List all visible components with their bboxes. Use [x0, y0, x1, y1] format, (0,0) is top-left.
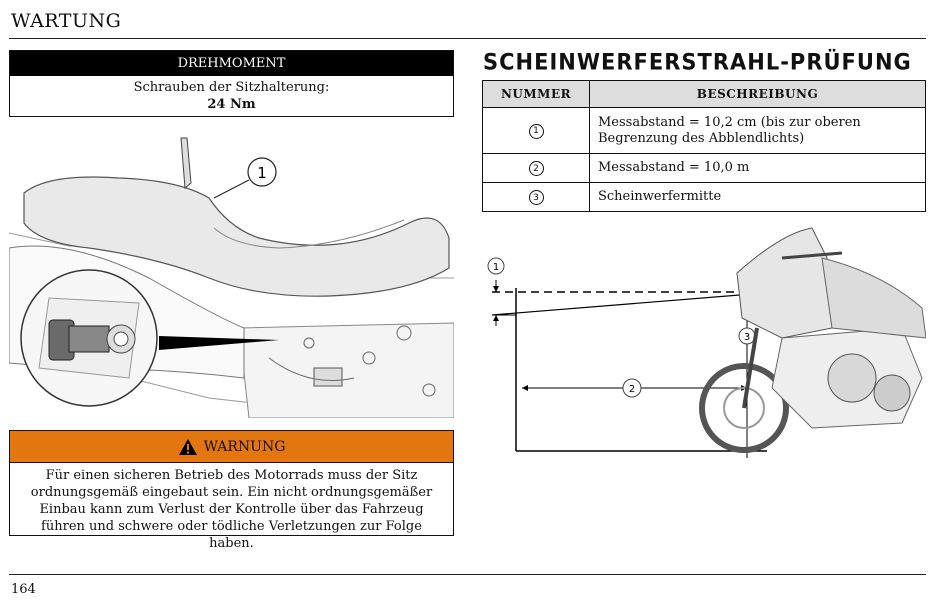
figure-callout-1: 1: [492, 262, 500, 273]
warning-header: [10, 431, 453, 463]
figure-callout-3: 3: [743, 332, 751, 343]
warning-box: [9, 430, 454, 551]
figure-callout-2: 2: [628, 384, 636, 395]
footer-rule: [9, 574, 926, 575]
row-number: 3: [529, 190, 544, 205]
torque-box: [9, 50, 454, 117]
headlight-table: [482, 80, 926, 212]
seat-callout-1: 1: [257, 164, 267, 182]
table-row: [483, 108, 926, 154]
torque-value: 24 Nm: [207, 97, 256, 112]
header-rule: [9, 38, 926, 39]
section-header: WARTUNG: [11, 10, 122, 32]
seat-illustration: [9, 128, 454, 418]
row-description: Messabstand = 10,0 m: [590, 154, 926, 183]
column-header-number: NUMMER: [483, 81, 590, 108]
torque-heading: DREHMOMENT: [10, 51, 453, 76]
row-description: Scheinwerfermitte: [590, 183, 926, 212]
headlight-beam-illustration: [482, 218, 926, 480]
warning-text: Für einen sicheren Betrieb des Motorrads muss der Sitz ordnungsgemäß eingebaut sein. Ein nicht ordnungsgemäßer Einbau kann zum Verlust der Kontrolle über das Fahrzeug führen und schwere oder tödliche Verletzungen zur Folge haben.: [30, 468, 433, 551]
row-number: 2: [529, 161, 544, 176]
headlight-title: SCHEINWERFERSTRAHL-PRÜFUNG: [483, 49, 912, 75]
table-header-row: [483, 81, 926, 108]
page-number: 164: [11, 582, 36, 597]
warning-triangle-icon: [178, 438, 198, 456]
row-number: 1: [529, 124, 544, 139]
table-row: [483, 154, 926, 183]
torque-body: [10, 76, 453, 113]
column-header-description: BESCHREIBUNG: [590, 81, 926, 108]
row-description: Messabstand = 10,2 cm (bis zur oberen Begrenzung des Abblendlichts): [590, 108, 926, 154]
warning-heading: WARNUNG: [203, 438, 286, 455]
table-row: [483, 183, 926, 212]
torque-item: Schrauben der Sitzhalterung:: [133, 80, 330, 95]
